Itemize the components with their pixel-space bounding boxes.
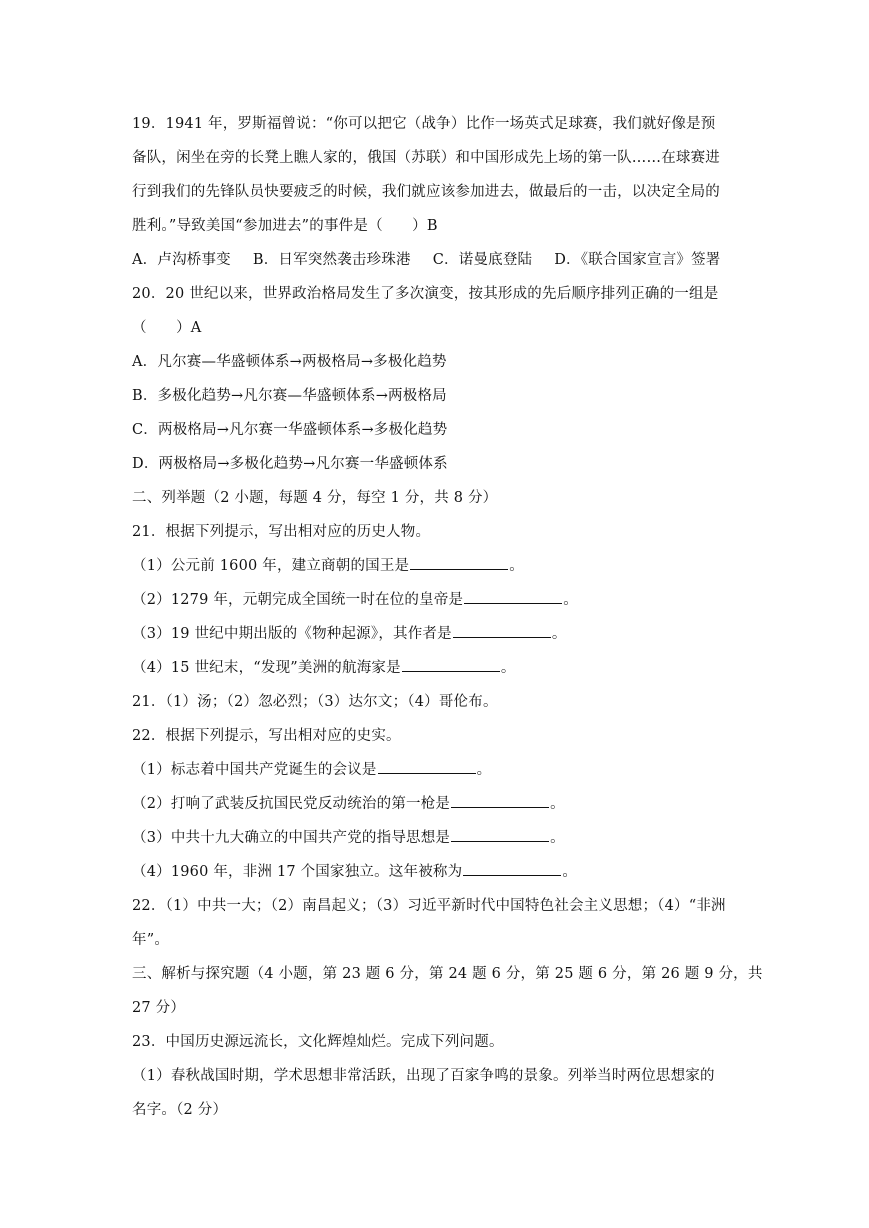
q23-sub1-line-1: （1）春秋战国时期，学术思想非常活跃，出现了百家争鸣的景象。列举当时两位思想家的 bbox=[132, 1068, 715, 1084]
q21-item-2: （2）1279 年，元朝完成全国统一时在位的皇帝是 。 bbox=[132, 583, 742, 617]
q20-option-b: B．多极化趋势→凡尔赛—华盛顿体系→两极格局 bbox=[132, 388, 447, 404]
q22-item-1: （1）标志着中国共产党诞生的会议是 。 bbox=[132, 753, 742, 787]
q21-stem: 21．根据下列提示，写出相对应的历史人物。 bbox=[132, 524, 431, 540]
section-2-heading: 二、列举题（2 小题，每题 4 分，每空 1 分，共 8 分） bbox=[132, 490, 498, 506]
q20-line-1: 20．20 世纪以来，世界政治格局发生了多次演变，按其形成的先后顺序排列正确的一组是 bbox=[132, 286, 719, 302]
exam-page bbox=[132, 107, 763, 1127]
q19-option-b: B．日军突然袭击珍珠港 bbox=[252, 252, 411, 268]
section-3-heading-line-1: 三、解析与探究题（4 小题，第 23 题 6 分，第 24 题 6 分，第 25 题 6 分，第 26 题 9 分，共 bbox=[132, 966, 763, 982]
q19-line-2: 备队，闲坐在旁的长凳上瞧人家的，俄国（苏联）和中国形成先上场的第一队……在球赛进 bbox=[132, 150, 720, 166]
q21-answer: 21．（1）汤；（2）忽必烈；（3）达尔文；（4）哥伦布。 bbox=[132, 694, 498, 710]
answer-blank[interactable] bbox=[464, 587, 562, 604]
q19-option-c: C．诺曼底登陆 bbox=[432, 252, 533, 268]
q21-item-1: （1）公元前 1600 年，建立商朝的国王是 。 bbox=[132, 549, 742, 583]
answer-blank[interactable] bbox=[451, 825, 549, 842]
q21-item-4: （4）15 世纪末，“发现”美洲的航海家是 。 bbox=[132, 651, 742, 685]
q20-line-2: （ ）A bbox=[132, 320, 202, 336]
q22-item-4: （4）1960 年，非洲 17 个国家独立。这年被称为 。 bbox=[132, 855, 742, 889]
answer-blank[interactable] bbox=[378, 757, 476, 774]
q19-line-1: 19．1941 年，罗斯福曾说：“你可以把它（战争）比作一场英式足球赛，我们就好像是预 bbox=[132, 116, 716, 132]
q19-options bbox=[132, 243, 742, 277]
q23-sub1-line-2: 名字。（2 分） bbox=[132, 1102, 228, 1118]
q19-option-d: D．《联合国家宣言》签署 bbox=[554, 252, 721, 268]
q20-option-d: D．两极格局→多极化趋势→凡尔赛一华盛顿体系 bbox=[132, 456, 448, 472]
answer-blank[interactable] bbox=[451, 791, 549, 808]
answer-blank[interactable] bbox=[463, 859, 561, 876]
answer-blank[interactable] bbox=[453, 621, 551, 638]
q22-stem: 22．根据下列提示，写出相对应的史实。 bbox=[132, 728, 401, 744]
q22-answer-line-1: 22．（1）中共一大；（2）南昌起义；（3）习近平新时代中国特色社会主义思想；（4）“非洲 bbox=[132, 898, 726, 914]
q19-option-a: A．卢沟桥事变 bbox=[132, 252, 231, 268]
q20-option-c: C．两极格局→凡尔赛一华盛顿体系→多极化趋势 bbox=[132, 422, 448, 438]
q22-item-3: （3）中共十九大确立的中国共产党的指导思想是 。 bbox=[132, 821, 742, 855]
q21-item-3: （3）19 世纪中期出版的《物种起源》，其作者是 。 bbox=[132, 617, 742, 651]
q22-answer-line-2: 年”。 bbox=[132, 932, 170, 948]
q19-line-4: 胜利。”导致美国“参加进去”的事件是（ ）B bbox=[132, 218, 438, 234]
answer-blank[interactable] bbox=[410, 553, 508, 570]
section-3-heading-line-2: 27 分） bbox=[132, 1000, 186, 1016]
q20-option-a: A．凡尔赛—华盛顿体系→两极格局→多极化趋势 bbox=[132, 354, 447, 370]
q23-stem: 23．中国历史源远流长，文化辉煌灿烂。完成下列问题。 bbox=[132, 1034, 504, 1050]
answer-blank[interactable] bbox=[402, 655, 500, 672]
q22-item-2: （2）打响了武装反抗国民党反动统治的第一枪是 。 bbox=[132, 787, 742, 821]
q19-line-3: 行到我们的先锋队员快要疲乏的时候，我们就应该参加进去，做最后的一击，以决定全局的 bbox=[132, 184, 720, 200]
